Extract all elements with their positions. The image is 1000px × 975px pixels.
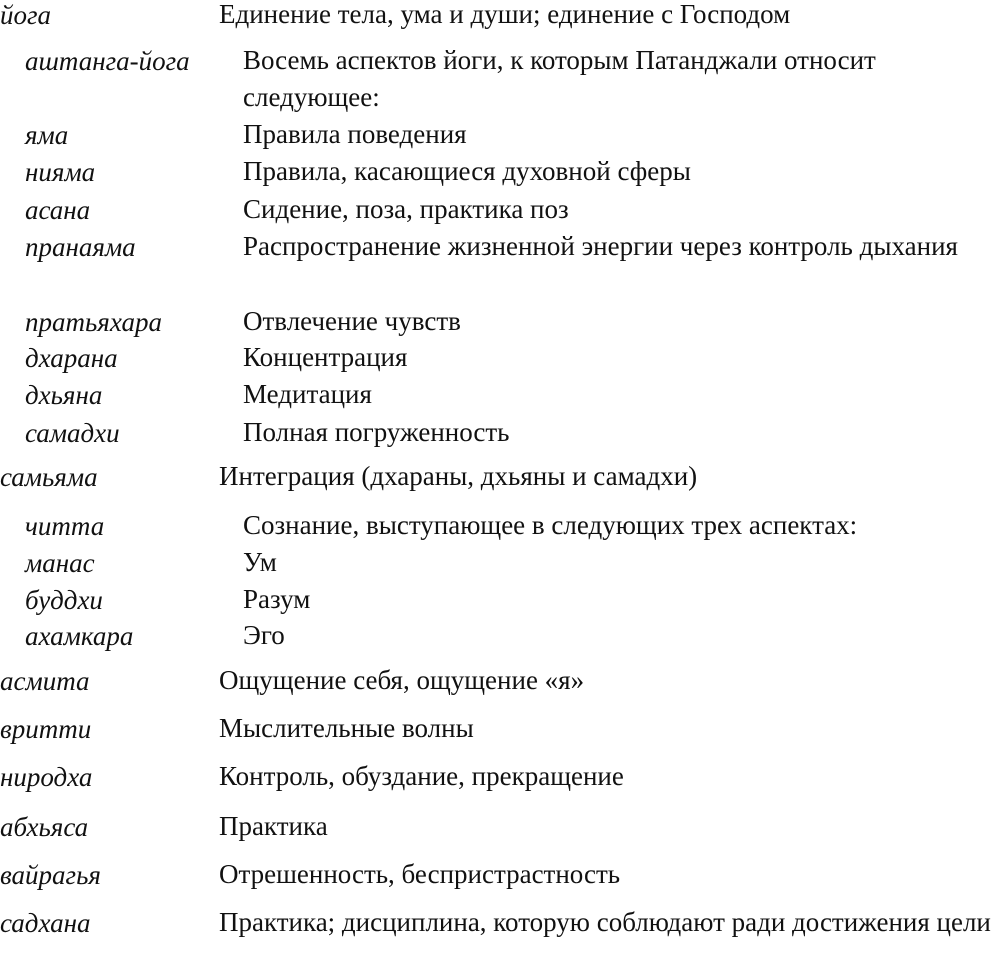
glossary-definition: Мыслительные волны [219,713,474,743]
glossary-definition: Сознание, выступающее в следующих трех аспектах: [243,510,858,540]
glossary-definition: Интеграция (дхараны, дхьяны и самадхи) [219,461,698,491]
glossary-term: вритти [0,714,92,744]
glossary-definition: Практика; дисциплина, которую соблюдают ради достижения цели [219,907,991,937]
glossary-term: пранаяма [25,232,136,262]
glossary-term: нияма [25,157,96,187]
glossary-definition: Отрешенность, беспристрастность [219,859,621,889]
glossary-term: ахамкара [25,621,134,651]
glossary-term: самьяма [0,462,98,492]
glossary-term: читта [25,511,105,541]
glossary-term: садхана [0,908,91,938]
glossary-term: дхьяна [25,380,103,410]
glossary-term: пратьяхара [25,307,162,337]
glossary-definition: Восемь аспектов йоги, к которым Патанджали относит следующее: [243,45,876,112]
glossary-definition: Контроль, обуздание, прекращение [219,761,624,791]
glossary-definition: Полная погруженность [243,417,510,447]
glossary-term: яма [25,120,69,150]
glossary-definition: Сидение, поза, практика поз [243,194,569,224]
glossary-definition: Концентрация [243,342,408,372]
glossary-definition: Единение тела, ума и души; единение с Господом [219,0,791,29]
glossary-definition: Правила, касающиеся духовной сферы [243,156,691,186]
glossary-term: асана [25,195,91,225]
glossary-definition: Распространение жизненной энергии через контроль дыхания [243,231,958,261]
glossary-term: ниродха [0,762,93,792]
glossary-term: аштанга-йога [25,46,190,76]
glossary-term: йога [0,0,52,30]
glossary-definition: Разум [243,584,311,614]
glossary-definition: Отвлечение чувств [243,306,461,336]
glossary-definition: Ощущение себя, ощущение «я» [219,665,585,695]
glossary-definition: Практика [219,811,328,841]
glossary-definition: Правила поведения [243,119,467,149]
glossary-term: вайрагья [0,860,101,890]
glossary-term: абхьяса [0,812,89,842]
glossary-definition: Эго [243,620,285,650]
glossary-definition: Ум [243,547,277,577]
glossary-definition: Медитация [243,379,372,409]
glossary-term: асмита [0,666,90,696]
glossary-term: самадхи [25,418,120,448]
glossary-term: буддхи [25,585,103,615]
glossary-term: дхарана [25,343,118,373]
glossary-term: манас [25,548,95,578]
